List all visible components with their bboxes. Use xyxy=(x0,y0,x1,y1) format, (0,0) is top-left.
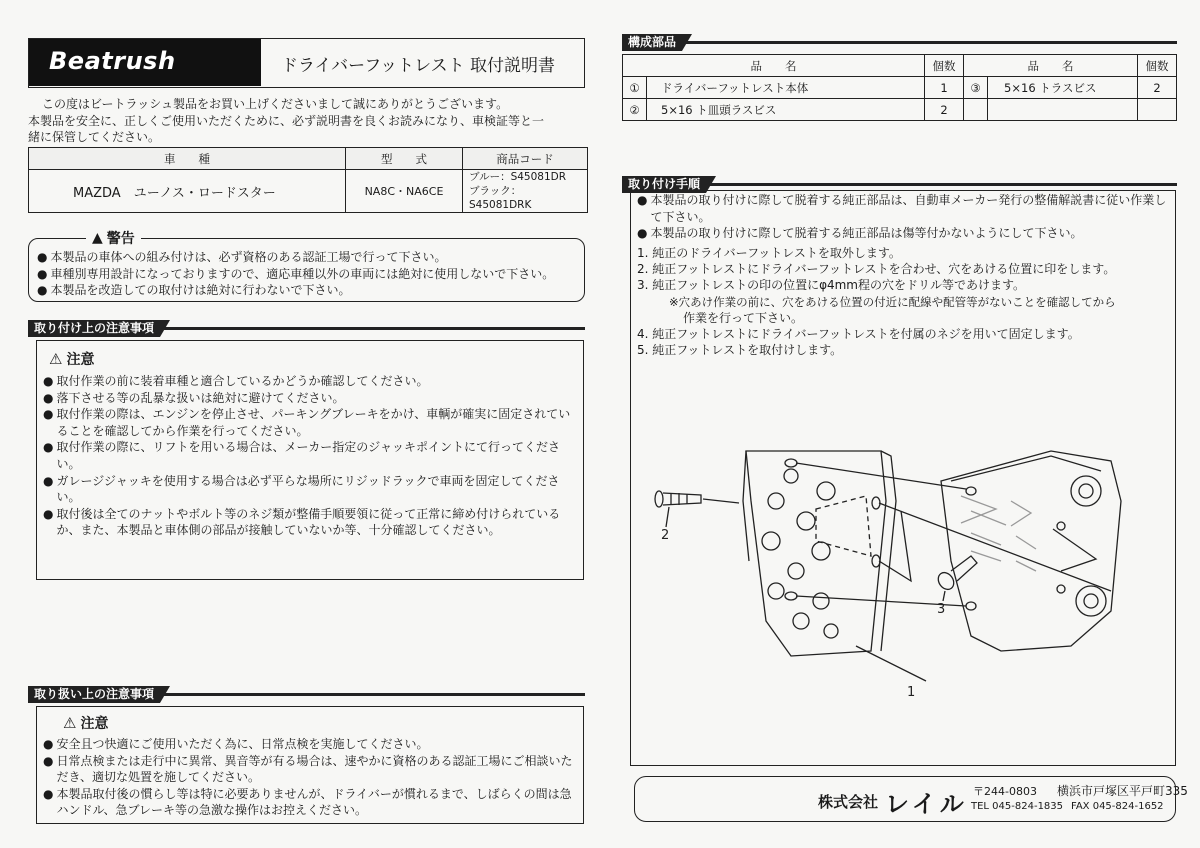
caution-triangle-icon: ⚠ xyxy=(49,350,63,368)
install-caution-item: ● 取付作業の際は、エンジンを停止させ、パーキングブレーキをかけ、車輌が確実に固定されていることを確認してから作業を行ってください。 xyxy=(43,407,571,438)
install-caution-item: ● 取付作業の前に装着車種と適合しているかどうか確認してください。 xyxy=(43,374,429,388)
part-qty: 2 xyxy=(925,99,964,121)
company-tel: TEL 045-824-1835 xyxy=(971,801,1064,812)
warning-item: ● 本製品の車体への組み付けは、必ず資格のある認証工場で行って下さい。 xyxy=(37,250,447,264)
part-number: ① xyxy=(623,77,647,99)
procedure-step: 3. 純正フットレストの印の位置にφ4mm程の穴をドリル等であけます。 xyxy=(637,278,1026,293)
part-name: 5×16 ト皿頭ラスビス xyxy=(647,99,925,121)
intro-text xyxy=(28,96,588,146)
parts-col-qty: 個数 xyxy=(925,55,964,77)
part-qty xyxy=(1138,99,1177,121)
parts-heading-rule xyxy=(622,41,1177,44)
screw-2-icon xyxy=(655,491,739,507)
parts-table xyxy=(622,54,1177,121)
warning-item: ● 車種別専用設計になっておりますので、適応車種以外の車両には絶対に使用しないで下さい。 xyxy=(37,266,555,281)
vehicle-name: MAZDA ユーノス・ロードスター xyxy=(29,170,346,213)
procedure-step: 2. 純正フットレストにドライバーフットレストを合わせ、穴をあける位置に印をします。 xyxy=(637,262,1116,277)
warning-triangle-icon: ▲ xyxy=(92,230,103,246)
procedure-step-note: ※穴あけ作業の前に、穴をあける位置の付近に配線や配管等がないことを確認してから xyxy=(669,294,1116,309)
procedure-note: ● 本製品の取り付けに際して脱着する純正部品は傷等付かないようにして下さい。 xyxy=(637,226,1083,241)
company-postal: 〒244-0803 xyxy=(973,785,1037,798)
part-number: ② xyxy=(623,99,647,121)
document-title: ドライバーフットレスト 取付説明書 xyxy=(281,56,556,76)
install-caution-title: ⚠ 注意 xyxy=(49,350,95,368)
brand-logo xyxy=(29,39,261,86)
intro-line: この度はビートラッシュ製品をお買い上げくださいまして誠にありがとうございます。 xyxy=(42,97,509,111)
procedure-heading: 取り付け手順 xyxy=(622,176,706,193)
installation-diagram xyxy=(641,441,1171,701)
stock-footrest xyxy=(941,451,1121,651)
col-header-code: 商品コード xyxy=(463,148,588,170)
company-footer xyxy=(634,776,1188,822)
handling-heading: 取り扱い上の注意事項 xyxy=(28,686,160,703)
install-heading: 取り付け上の注意事項 xyxy=(28,320,160,337)
brand-name: Beatrush xyxy=(49,47,176,75)
install-caution-box xyxy=(36,340,584,580)
procedure-notes xyxy=(637,192,1171,242)
handling-caution-item: ● 安全且つ快適にご使用いただく為に、日常点検を実施してください。 xyxy=(43,737,429,751)
part-qty: 2 xyxy=(1138,77,1177,99)
parts-heading: 構成部品 xyxy=(622,34,682,51)
part-name: ドライバーフットレスト本体 xyxy=(647,77,925,99)
install-caution-item: ● 落下させる等の乱暴な扱いは絶対に避けてください。 xyxy=(43,390,345,405)
install-caution-item: ● ガレージジャッキを使用する場合は必ず平らな場所にリジッドラックで車両を固定してください。 xyxy=(43,473,560,505)
part-name xyxy=(988,99,1138,121)
code-black: ブラック：S45081DRK xyxy=(469,185,532,211)
stock-mount-hole xyxy=(1076,586,1106,616)
col-header-vehicle: 車 種 xyxy=(29,148,346,170)
header-banner xyxy=(28,38,585,88)
handling-caution-item: ● 日常点検または走行中に異常、異音等が有る場合は、速やかに資格のある認証工場にご相談いただき、適切な処置を施してください。 xyxy=(43,753,573,785)
install-caution-item: ● 取付後は全てのナットやボルト等のネジ類が整備手順要領に従って正常に締め付けられているか、また、本製品と車体側の部品が接触していないか等、十分確認してください。 xyxy=(43,506,561,538)
code-blue: ブルー：S45081DR xyxy=(469,171,567,183)
company-fax: FAX 045-824-1652 xyxy=(1071,801,1164,812)
warning-item: ● 本製品を改造しての取付けは絶対に行わないで下さい。 xyxy=(37,283,351,298)
caution-triangle-icon: ⚠ xyxy=(63,714,77,732)
warning-title: ▲ 警告 xyxy=(86,228,141,248)
procedure-step-note: 作業を行って下さい。 xyxy=(683,310,804,325)
stock-mount-hole xyxy=(1071,476,1101,506)
intro-line: 本製品を安全に、正しくご使用いただくために、必ず説明書を良くお読みになり、車検証等と一 xyxy=(28,113,545,128)
procedure-step: 1. 純正のドライバーフットレストを取外します。 xyxy=(637,246,901,260)
label-part-1: 1 xyxy=(907,685,916,700)
parts-col-name: 品 名 xyxy=(623,55,925,77)
part-name: 5×16 トラスビス xyxy=(988,77,1138,99)
part-number: ③ xyxy=(964,77,988,99)
part-qty: 1 xyxy=(925,77,964,99)
col-header-model: 型 式 xyxy=(346,148,463,170)
procedure-step: 5. 純正フットレストを取付けします。 xyxy=(637,343,843,358)
company-brand: レイル xyxy=(885,790,968,818)
screw-3-icon xyxy=(935,556,977,592)
parts-col-name2: 品 名 xyxy=(964,55,1138,77)
handling-caution-item: ● 本製品取付後の慣らし等は特に必要ありませんが、ドライバーが慣れるまで、しばらくの間は急ハンドル、急ブレーキ等の急激な操作はお控えください。 xyxy=(43,786,572,818)
procedure-note: ● 本製品の取り付けに際して脱着する純正部品は、自動車メーカー発行の整備解説書に従い作業して下さい。 xyxy=(637,193,1167,224)
intro-line: 緒に保管してください。 xyxy=(28,130,161,144)
vehicle-model: NA8C・NA6CE xyxy=(346,170,463,213)
procedure-steps xyxy=(637,245,1171,358)
company-type: 株式会社 xyxy=(818,793,879,811)
driver-footrest-plate xyxy=(746,451,886,656)
label-part-3: 3 xyxy=(937,602,946,617)
parts-col-qty2: 個数 xyxy=(1138,55,1177,77)
handling-caution-box xyxy=(36,706,584,824)
product-codes xyxy=(463,170,588,213)
vehicle-table xyxy=(28,147,588,213)
procedure-step: 4. 純正フットレストにドライバーフットレストを付属のネジを用いて固定します。 xyxy=(637,327,1080,342)
install-caution-item: ● 取付作業の際に、リフトを用いる場合は、メーカー指定のジャッキポイントにて行ってください。 xyxy=(43,440,561,471)
company-address: 横浜市戸塚区平戸町335 xyxy=(1057,784,1188,798)
procedure-box xyxy=(630,190,1176,766)
label-part-2: 2 xyxy=(661,528,670,543)
handling-caution-title: ⚠ 注意 xyxy=(63,714,109,732)
part-number xyxy=(964,99,988,121)
